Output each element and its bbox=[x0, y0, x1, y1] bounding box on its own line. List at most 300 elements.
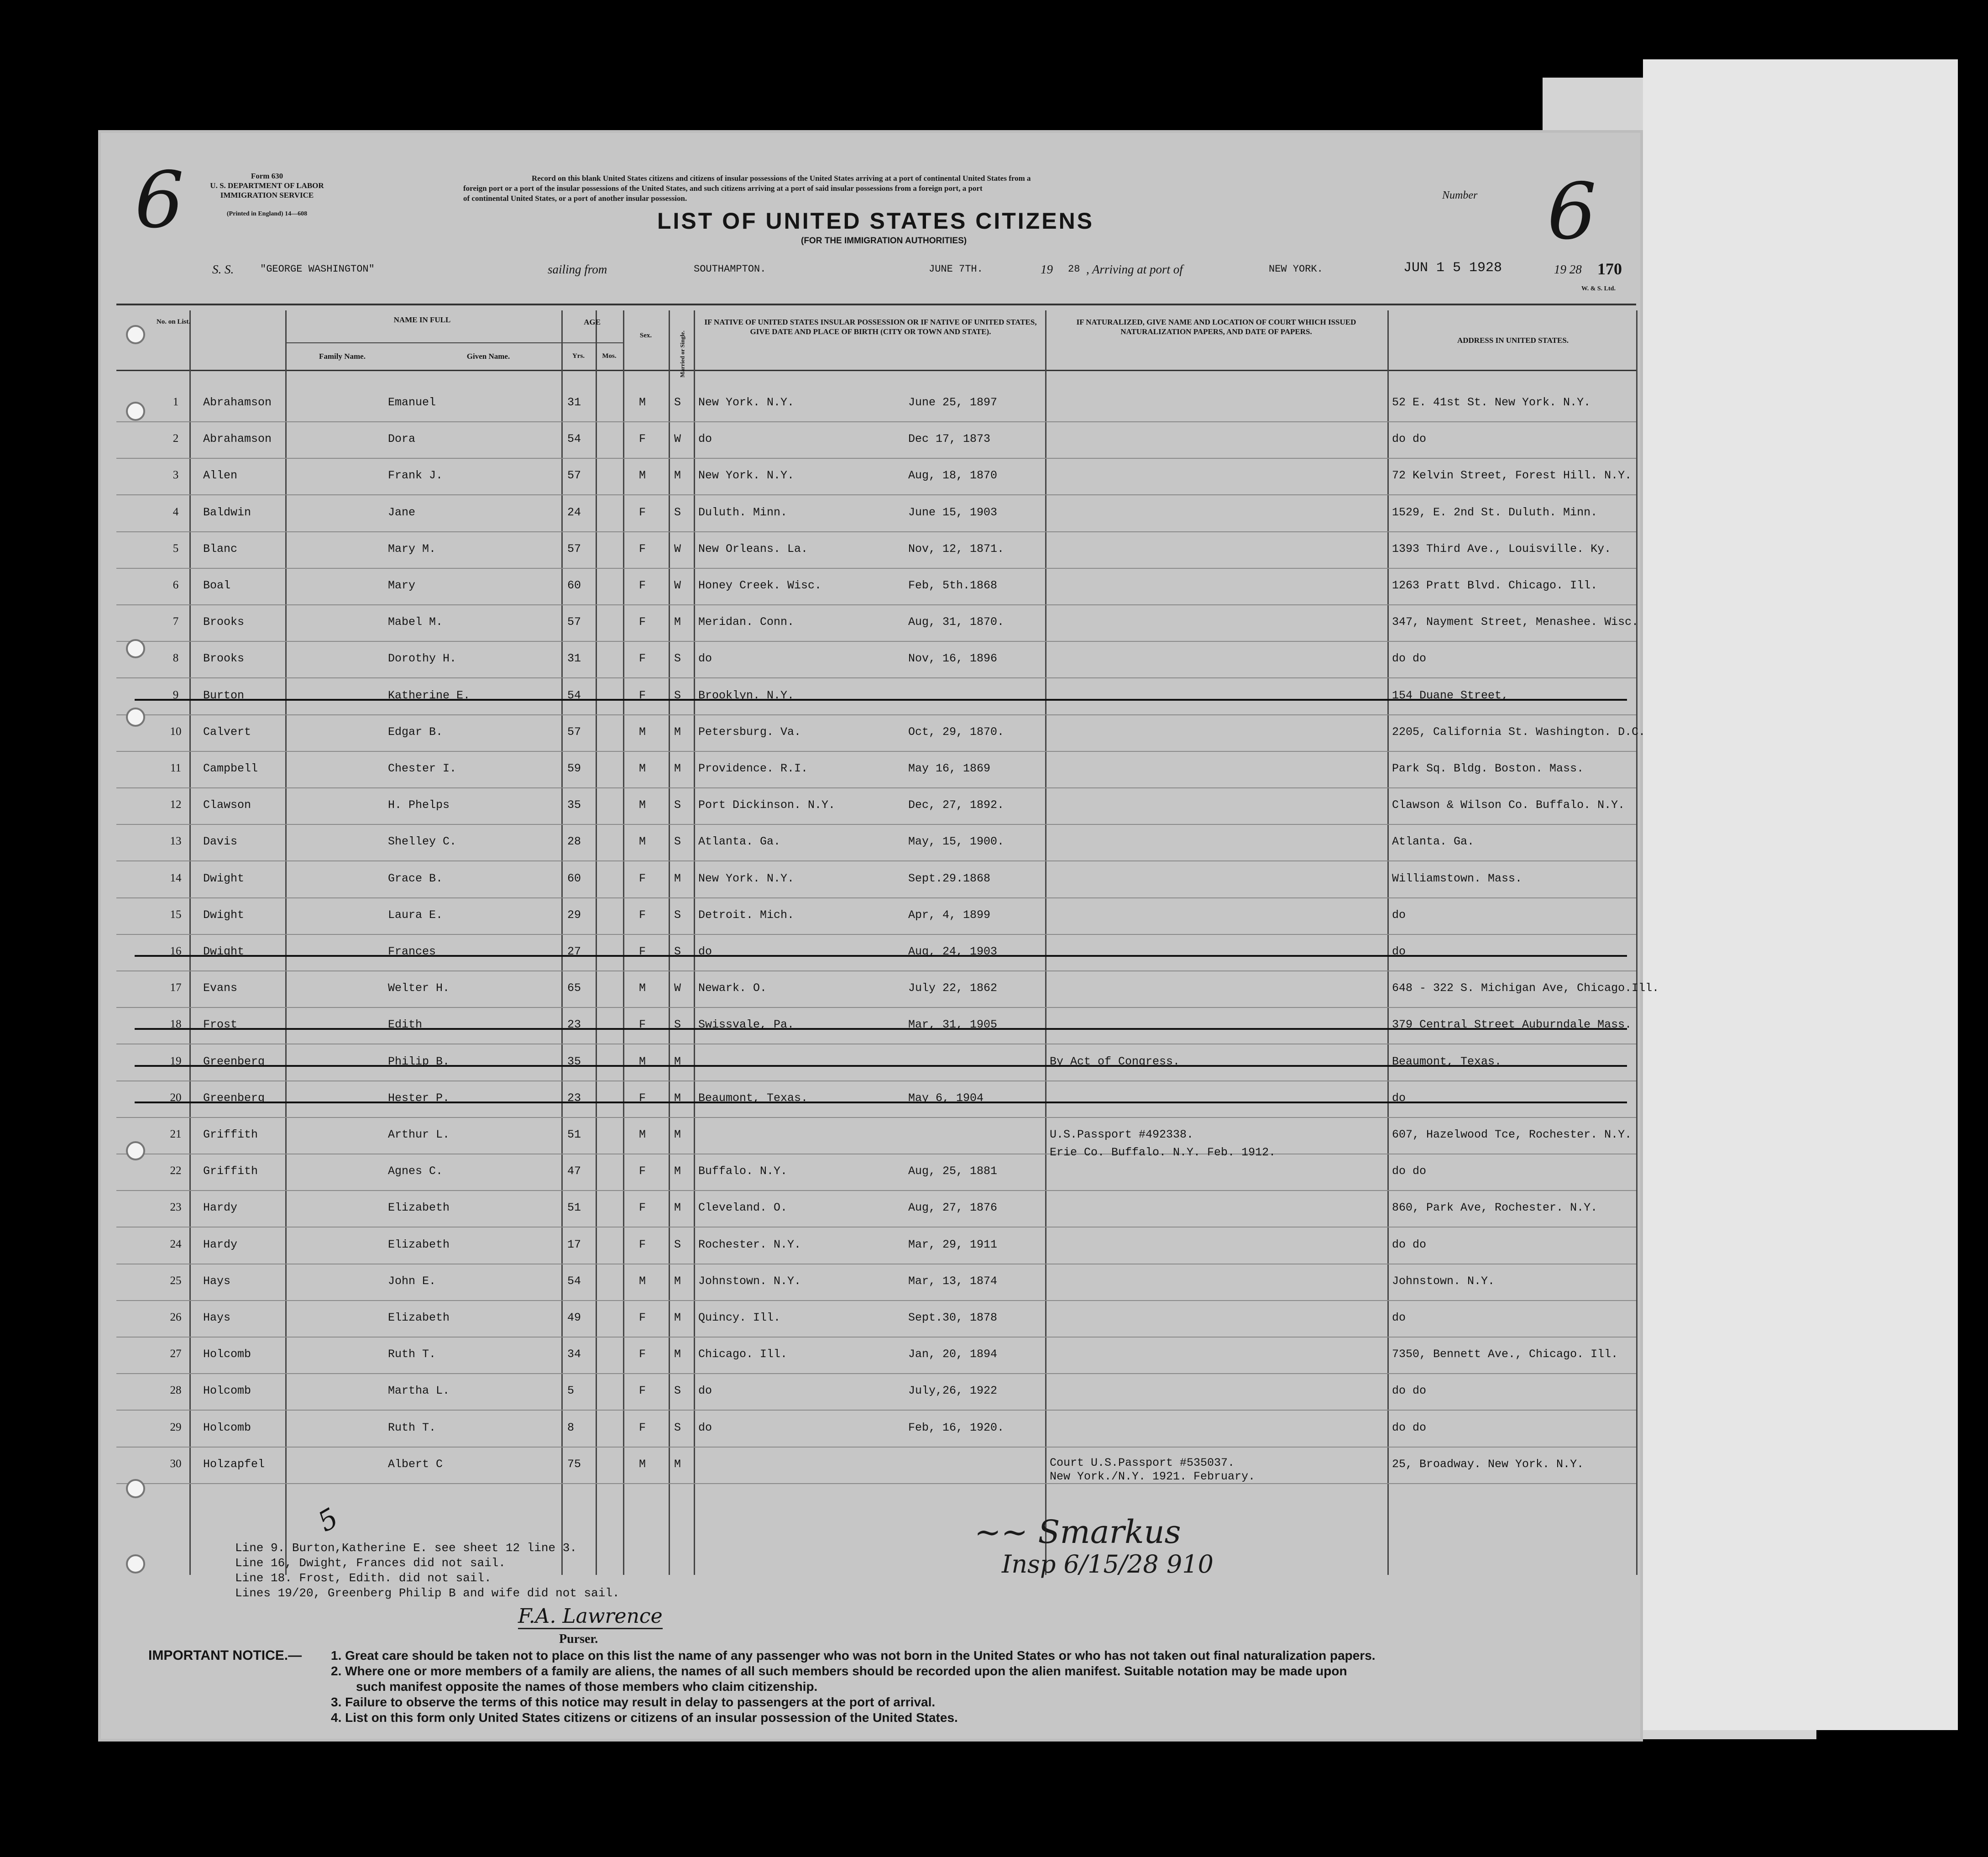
birth-date: Oct, 29, 1870. bbox=[908, 725, 1004, 739]
binder-hole bbox=[126, 402, 145, 421]
marital-status: S bbox=[674, 1384, 681, 1398]
birth-date: Jan, 20, 1894 bbox=[908, 1348, 998, 1361]
cancel-strikethrough bbox=[135, 1028, 1627, 1030]
important-notice-item: such manifest opposite the names of those members who claim citizenship. bbox=[356, 1679, 818, 1694]
column-rule bbox=[694, 310, 695, 1575]
marital-status: S bbox=[674, 688, 681, 702]
header-yrs: Yrs. bbox=[572, 352, 585, 360]
sex: M bbox=[639, 469, 646, 483]
age-years: 5 bbox=[567, 1384, 575, 1398]
age-years: 54 bbox=[567, 1274, 581, 1288]
given-name: Dorothy H. bbox=[388, 652, 457, 666]
arrival-stamp: JUN 1 5 1928 bbox=[1403, 260, 1502, 276]
us-address: 1393 Third Ave., Louisville. Ky. bbox=[1392, 542, 1611, 556]
age-years: 31 bbox=[567, 396, 581, 409]
age-years: 35 bbox=[567, 1054, 581, 1068]
marital-status: M bbox=[674, 615, 681, 629]
marital-status: S bbox=[674, 908, 681, 922]
marital-status: M bbox=[674, 1457, 681, 1471]
us-address: Atlanta. Ga. bbox=[1392, 835, 1475, 849]
birth-place: Detroit. Mich. bbox=[698, 908, 795, 922]
row-number: 16 bbox=[170, 945, 182, 957]
table-header-rule bbox=[116, 370, 1636, 371]
row-rule bbox=[116, 1190, 1636, 1191]
us-address: 154 Duane Street, bbox=[1392, 688, 1509, 702]
us-address: 1529, E. 2nd St. Duluth. Minn. bbox=[1392, 505, 1598, 519]
cancel-strikethrough bbox=[135, 955, 1627, 957]
sex: M bbox=[639, 981, 646, 995]
family-name: Holcomb bbox=[203, 1384, 251, 1398]
header-subrule bbox=[561, 342, 623, 343]
row-number: 1 bbox=[173, 396, 179, 408]
marital-status: M bbox=[674, 762, 681, 775]
manifest-page bbox=[98, 130, 1659, 1742]
birth-place: Rochester. N.Y. bbox=[698, 1238, 801, 1251]
given-name: John E. bbox=[388, 1274, 436, 1288]
family-name: Abrahamson bbox=[203, 396, 272, 409]
row-number: 27 bbox=[170, 1348, 182, 1360]
row-number: 7 bbox=[173, 615, 179, 628]
given-name: Laura E. bbox=[388, 908, 443, 922]
birth-place: Newark. O. bbox=[698, 981, 767, 995]
important-notice-item: 2. Where one or more members of a family are aliens, the names of all such members should be recorded upon the alien manifest. Suitable notation may be made upon bbox=[331, 1664, 1347, 1678]
birth-date: Mar, 29, 1911 bbox=[908, 1238, 998, 1251]
sex: F bbox=[639, 1238, 646, 1251]
birth-date: Feb, 16, 1920. bbox=[908, 1421, 1004, 1434]
birth-place: Beaumont, Texas. bbox=[698, 1091, 808, 1105]
birth-place: Brooklyn. N.Y. bbox=[698, 688, 795, 702]
purser-label: Purser. bbox=[559, 1632, 598, 1646]
marital-status: S bbox=[674, 396, 681, 409]
footer-note: Line 18. Frost, Edith. did not sail. bbox=[235, 1571, 492, 1585]
birth-date: May 6, 1904 bbox=[908, 1091, 984, 1105]
row-rule bbox=[116, 1337, 1636, 1338]
row-number: 24 bbox=[170, 1238, 182, 1250]
sex: M bbox=[639, 1274, 646, 1288]
header-mos: Mos. bbox=[602, 352, 617, 360]
row-rule bbox=[116, 714, 1636, 715]
sex: M bbox=[639, 396, 646, 409]
birth-place: New Orleans. La. bbox=[698, 542, 808, 556]
family-name: Hardy bbox=[203, 1201, 238, 1215]
given-name: Edith bbox=[388, 1018, 423, 1032]
family-name: Dwight bbox=[203, 871, 245, 885]
given-name: Albert C bbox=[388, 1457, 443, 1471]
birth-place: Petersburg. Va. bbox=[698, 725, 801, 739]
family-name: Griffith bbox=[203, 1165, 258, 1178]
given-name: Martha L. bbox=[388, 1384, 450, 1398]
birth-place: Honey Creek. Wisc. bbox=[698, 579, 822, 592]
us-address: do bbox=[1392, 945, 1406, 958]
naturalization: U.S.Passport #492338. bbox=[1050, 1128, 1194, 1141]
us-address: 52 E. 41st St. New York. N.Y. bbox=[1392, 396, 1591, 409]
age-years: 28 bbox=[567, 835, 581, 849]
departure-date: JUNE 7TH. bbox=[929, 263, 983, 275]
birth-place: Johnstown. N.Y. bbox=[698, 1274, 801, 1288]
row-rule bbox=[116, 677, 1636, 678]
birth-place: New York. N.Y. bbox=[698, 871, 795, 885]
sex: F bbox=[639, 652, 646, 666]
us-address: do do bbox=[1392, 1384, 1427, 1398]
header-birth: IF NATIVE OF UNITED STATES INSULAR POSSESSION OR IF NATIVE OF UNITED STATES, GIVE DATE AND PLACE OF BIRTH (CITY OR TOWN AND STATE). bbox=[704, 318, 1037, 336]
birth-date: July,26, 1922 bbox=[908, 1384, 998, 1398]
ship-name: "GEORGE WASHINGTON" bbox=[260, 263, 375, 275]
header-married-single: Married or Single. bbox=[679, 330, 686, 378]
number-label: Number bbox=[1442, 189, 1478, 201]
marital-status: S bbox=[674, 505, 681, 519]
top-notice-line: foreign port or a port of the insular possessions of the United States, and such citizens arriving at a port of said insular possessions from a foreign port, a port bbox=[463, 184, 983, 193]
given-name: H. Phelps bbox=[388, 798, 450, 812]
age-years: 8 bbox=[567, 1421, 575, 1434]
header-subrule bbox=[285, 342, 561, 343]
row-number: 26 bbox=[170, 1311, 182, 1323]
row-rule bbox=[116, 1447, 1636, 1448]
cancel-strikethrough bbox=[135, 1102, 1627, 1103]
marital-status: S bbox=[674, 652, 681, 666]
row-number: 3 bbox=[173, 469, 179, 482]
sex: F bbox=[639, 1311, 646, 1324]
service-name: IMMIGRATION SERVICE bbox=[220, 191, 314, 199]
header-name-in-full: NAME IN FULL bbox=[393, 315, 451, 324]
row-number: 6 bbox=[173, 579, 179, 591]
important-notice-item: 1. Great care should be taken not to place on this list the name of any passenger who was not born in the United States or who has not taken out final naturalization papers. bbox=[331, 1648, 1376, 1663]
given-name: Philip B. bbox=[388, 1054, 450, 1068]
page-subtitle: (FOR THE IMMIGRATION AUTHORITIES) bbox=[801, 236, 967, 246]
birth-place: Quincy. Ill. bbox=[698, 1311, 781, 1324]
important-notice-items bbox=[331, 1648, 1636, 1726]
birth-date: Sept.29.1868 bbox=[908, 871, 991, 885]
birth-date: Aug, 31, 1870. bbox=[908, 615, 1004, 629]
given-name: Hester P. bbox=[388, 1091, 450, 1105]
birth-date: Nov, 16, 1896 bbox=[908, 652, 998, 666]
margin-mark: 5 bbox=[313, 1502, 344, 1538]
given-name: Dora bbox=[388, 432, 416, 446]
us-address: Clawson & Wilson Co. Buffalo. N.Y. bbox=[1392, 798, 1625, 812]
marital-status: S bbox=[674, 945, 681, 958]
marital-status: M bbox=[674, 1091, 681, 1105]
inspector-signature: ~~ Smarkus bbox=[974, 1513, 1181, 1551]
row-number: 10 bbox=[170, 725, 182, 738]
family-name: Hardy bbox=[203, 1238, 238, 1251]
row-rule bbox=[116, 1483, 1636, 1484]
given-name: Ruth T. bbox=[388, 1421, 436, 1434]
binder-hole bbox=[126, 1554, 145, 1574]
age-years: 49 bbox=[567, 1311, 581, 1324]
footer-note: Line 9. Burton,Katherine E. see sheet 12 line 3. bbox=[235, 1541, 577, 1555]
marital-status: W bbox=[674, 432, 681, 446]
naturalization-note: Court U.S.Passport #535037. bbox=[1050, 1456, 1235, 1469]
important-notice-item: 4. List on this form only United States citizens or citizens of an insular possession of the United States. bbox=[331, 1710, 958, 1725]
marital-status: M bbox=[674, 1274, 681, 1288]
us-address: do bbox=[1392, 908, 1406, 922]
row-number: 22 bbox=[170, 1165, 182, 1177]
important-notice-item: 3. Failure to observe the terms of this notice may result in delay to passengers at the port of arrival. bbox=[331, 1695, 936, 1709]
row-rule bbox=[116, 897, 1636, 898]
page-title: LIST OF UNITED STATES CITIZENS bbox=[657, 208, 1094, 234]
sex: F bbox=[639, 542, 646, 556]
sex: F bbox=[639, 945, 646, 958]
row-rule bbox=[116, 1410, 1636, 1411]
birth-place: Providence. R.I. bbox=[698, 762, 808, 775]
family-name: Dwight bbox=[203, 945, 245, 958]
family-name: Hays bbox=[203, 1311, 231, 1324]
marital-status: M bbox=[674, 1201, 681, 1215]
marital-status: M bbox=[674, 1348, 681, 1361]
row-rule bbox=[116, 458, 1636, 459]
sex: F bbox=[639, 688, 646, 702]
us-address: do bbox=[1392, 1091, 1406, 1105]
header-family: Family Name. bbox=[319, 352, 366, 361]
top-notice-line: of continental United States, or a port of another insular possession. bbox=[463, 194, 687, 203]
binder-hole bbox=[126, 1141, 145, 1160]
top-notice bbox=[463, 173, 1513, 204]
age-years: 57 bbox=[567, 615, 581, 629]
family-name: Frost bbox=[203, 1018, 238, 1032]
birth-date: Dec 17, 1873 bbox=[908, 432, 991, 446]
sex: M bbox=[639, 835, 646, 849]
age-years: 60 bbox=[567, 579, 581, 592]
arriving-label: , Arriving at port of bbox=[1086, 262, 1183, 276]
age-years: 23 bbox=[567, 1018, 581, 1032]
footer-note: Line 16, Dwight, Frances did not sail. bbox=[235, 1556, 506, 1570]
family-name: Holcomb bbox=[203, 1421, 251, 1434]
birth-date: Nov, 12, 1871. bbox=[908, 542, 1004, 556]
us-address: do do bbox=[1392, 432, 1427, 446]
given-name: Elizabeth bbox=[388, 1311, 450, 1324]
birth-place: do bbox=[698, 1421, 712, 1434]
family-name: Blanc bbox=[203, 542, 238, 556]
marital-status: M bbox=[674, 1311, 681, 1324]
age-years: 51 bbox=[567, 1201, 581, 1215]
sex: F bbox=[639, 505, 646, 519]
header-naturalized: IF NATURALIZED, GIVE NAME AND LOCATION OF COURT WHICH ISSUED NATURALIZATION PAPERS, AND DATE OF PAPERS. bbox=[1076, 318, 1356, 336]
family-name: Greenberg bbox=[203, 1054, 265, 1068]
family-name: Baldwin bbox=[203, 505, 251, 519]
row-number: 21 bbox=[170, 1128, 182, 1140]
given-name: Arthur L. bbox=[388, 1128, 450, 1141]
birth-date: June 25, 1897 bbox=[908, 396, 998, 409]
row-rule bbox=[116, 970, 1636, 971]
us-address: do do bbox=[1392, 1165, 1427, 1178]
birth-date: Mar, 31, 1905 bbox=[908, 1018, 998, 1032]
column-rule bbox=[189, 310, 191, 1575]
age-years: 59 bbox=[567, 762, 581, 775]
column-rule bbox=[561, 310, 563, 1575]
row-number: 9 bbox=[173, 688, 179, 701]
given-name: Grace B. bbox=[388, 871, 443, 885]
row-number: 19 bbox=[170, 1054, 182, 1067]
age-years: 29 bbox=[567, 908, 581, 922]
age-years: 60 bbox=[567, 871, 581, 885]
us-address: do bbox=[1392, 1311, 1406, 1324]
row-rule bbox=[116, 604, 1636, 605]
age-years: 54 bbox=[567, 432, 581, 446]
birth-place: do bbox=[698, 432, 712, 446]
birth-place: Port Dickinson. N.Y. bbox=[698, 798, 836, 812]
family-name: Greenberg bbox=[203, 1091, 265, 1105]
age-years: 23 bbox=[567, 1091, 581, 1105]
arrival-year: 19 28 bbox=[1554, 262, 1582, 276]
printer-mark: W. & S. Ltd. bbox=[1581, 285, 1616, 292]
row-rule bbox=[116, 641, 1636, 642]
given-name: Emanuel bbox=[388, 396, 436, 409]
birth-place: New York. N.Y. bbox=[698, 469, 795, 483]
corner-number: 6 bbox=[135, 155, 184, 246]
sex: F bbox=[639, 1348, 646, 1361]
top-notice-line: Record on this blank United States citizens and citizens of insular possessions of the United States arriving at a port of continental United States from a bbox=[532, 174, 1031, 183]
birth-place: do bbox=[698, 945, 712, 958]
row-rule bbox=[116, 934, 1636, 935]
family-name: Campbell bbox=[203, 762, 258, 775]
birth-date: May, 15, 1900. bbox=[908, 835, 1004, 849]
birth-date: Sept.30, 1878 bbox=[908, 1311, 998, 1324]
birth-place: Chicago. Ill. bbox=[698, 1348, 788, 1361]
given-name: Agnes C. bbox=[388, 1165, 443, 1178]
family-name: Davis bbox=[203, 835, 238, 849]
birth-date: Aug, 18, 1870 bbox=[908, 469, 998, 483]
sailing-label: sailing from bbox=[548, 262, 607, 276]
age-years: 54 bbox=[567, 688, 581, 702]
sex: M bbox=[639, 798, 646, 812]
row-number: 11 bbox=[170, 762, 182, 774]
birth-date: Dec, 27, 1892. bbox=[908, 798, 1004, 812]
departure-port: SOUTHAMPTON. bbox=[694, 263, 766, 275]
row-rule bbox=[116, 568, 1636, 569]
given-name: Welter H. bbox=[388, 981, 450, 995]
sex: M bbox=[639, 1054, 646, 1068]
sex: F bbox=[639, 1091, 646, 1105]
row-number: 15 bbox=[170, 908, 182, 921]
row-number: 5 bbox=[173, 542, 179, 555]
marital-status: S bbox=[674, 1018, 681, 1032]
cancel-strikethrough bbox=[135, 1065, 1627, 1067]
sex: F bbox=[639, 432, 646, 446]
birth-date: Apr, 4, 1899 bbox=[908, 908, 991, 922]
row-number: 23 bbox=[170, 1201, 182, 1214]
department-name: U. S. DEPARTMENT OF LABOR bbox=[210, 181, 324, 190]
sex: F bbox=[639, 1421, 646, 1434]
us-address: do do bbox=[1392, 1238, 1427, 1251]
inspection-date: Insp 6/15/28 910 bbox=[1002, 1550, 1214, 1579]
given-name: Mary bbox=[388, 579, 416, 592]
binder-hole bbox=[126, 708, 145, 727]
row-rule bbox=[116, 1373, 1636, 1374]
underlying-sheet-edge bbox=[1643, 59, 1958, 1730]
age-years: 27 bbox=[567, 945, 581, 958]
family-name: Evans bbox=[203, 981, 238, 995]
given-name: Mary M. bbox=[388, 542, 436, 556]
row-rule bbox=[116, 787, 1636, 788]
column-rule bbox=[596, 310, 597, 1575]
marital-status: M bbox=[674, 1165, 681, 1178]
row-number: 12 bbox=[170, 798, 182, 811]
marital-status: M bbox=[674, 725, 681, 739]
marital-status: S bbox=[674, 1421, 681, 1434]
binder-hole bbox=[126, 325, 145, 344]
given-name: Chester I. bbox=[388, 762, 457, 775]
family-name: Calvert bbox=[203, 725, 251, 739]
marital-status: S bbox=[674, 835, 681, 849]
given-name: Jane bbox=[388, 505, 416, 519]
family-name: Hays bbox=[203, 1274, 231, 1288]
us-address: do do bbox=[1392, 1421, 1427, 1434]
row-number: 4 bbox=[173, 505, 179, 518]
column-rule bbox=[669, 310, 670, 1575]
row-number: 18 bbox=[170, 1018, 182, 1031]
marital-status: S bbox=[674, 798, 681, 812]
marital-status: S bbox=[674, 1238, 681, 1251]
birth-date: Mar, 13, 1874 bbox=[908, 1274, 998, 1288]
birth-place: New York. N.Y. bbox=[698, 396, 795, 409]
family-name: Dwight bbox=[203, 908, 245, 922]
row-number: 28 bbox=[170, 1384, 182, 1397]
us-address: 1263 Pratt Blvd. Chicago. Ill. bbox=[1392, 579, 1598, 592]
binder-hole bbox=[126, 639, 145, 658]
footer-note: Lines 19/20, Greenberg Philip B and wife did not sail. bbox=[235, 1586, 620, 1600]
year-prefix: 19 bbox=[1041, 262, 1053, 276]
sex: M bbox=[639, 1128, 646, 1141]
column-rule bbox=[1045, 310, 1046, 1575]
family-name: Brooks bbox=[203, 615, 245, 629]
row-rule bbox=[116, 751, 1636, 752]
birth-place: Buffalo. N.Y. bbox=[698, 1165, 788, 1178]
family-name: Boal bbox=[203, 579, 231, 592]
birth-date: Aug, 25, 1881 bbox=[908, 1165, 998, 1178]
sex: F bbox=[639, 1201, 646, 1215]
naturalization-note: New York./N.Y. 1921. February. bbox=[1050, 1470, 1256, 1483]
row-rule bbox=[116, 860, 1636, 861]
row-number: 25 bbox=[170, 1274, 182, 1287]
birth-date: Feb, 5th.1868 bbox=[908, 579, 998, 592]
header-address: ADDRESS IN UNITED STATES. bbox=[1457, 336, 1569, 345]
us-address: do do bbox=[1392, 652, 1427, 666]
form-id-block bbox=[192, 171, 342, 219]
marital-status: W bbox=[674, 579, 681, 592]
header-age: AGE bbox=[584, 318, 601, 326]
header-given: Given Name. bbox=[466, 352, 510, 361]
footer-notes bbox=[235, 1541, 620, 1601]
row-number: 30 bbox=[170, 1457, 182, 1470]
sex: M bbox=[639, 1457, 646, 1471]
row-rule bbox=[116, 421, 1636, 422]
family-name: Griffith bbox=[203, 1128, 258, 1141]
us-address: 860, Park Ave, Rochester. N.Y. bbox=[1392, 1201, 1598, 1215]
row-number: 20 bbox=[170, 1091, 182, 1104]
sex: M bbox=[639, 762, 646, 775]
birth-date: June 15, 1903 bbox=[908, 505, 998, 519]
family-name: Burton bbox=[203, 688, 245, 702]
birth-place: Meridan. Conn. bbox=[698, 615, 795, 629]
row-number: 17 bbox=[170, 981, 182, 994]
marital-status: M bbox=[674, 469, 681, 483]
birth-date: Aug, 24, 1903 bbox=[908, 945, 998, 958]
age-years: 47 bbox=[567, 1165, 581, 1178]
sex: F bbox=[639, 579, 646, 592]
ss-label: S. S. bbox=[212, 262, 234, 276]
row-rule bbox=[116, 531, 1636, 532]
birth-place: Swissvale, Pa. bbox=[698, 1018, 795, 1032]
marital-status: M bbox=[674, 1054, 681, 1068]
given-name: Shelley C. bbox=[388, 835, 457, 849]
given-name: Mabel M. bbox=[388, 615, 443, 629]
given-name: Ruth T. bbox=[388, 1348, 436, 1361]
marital-status: M bbox=[674, 871, 681, 885]
column-rule bbox=[1636, 310, 1637, 1575]
age-years: 65 bbox=[567, 981, 581, 995]
cancel-strikethrough bbox=[135, 699, 1627, 701]
us-address: 607, Hazelwood Tce, Rochester. N.Y. bbox=[1392, 1128, 1632, 1141]
age-years: 35 bbox=[567, 798, 581, 812]
